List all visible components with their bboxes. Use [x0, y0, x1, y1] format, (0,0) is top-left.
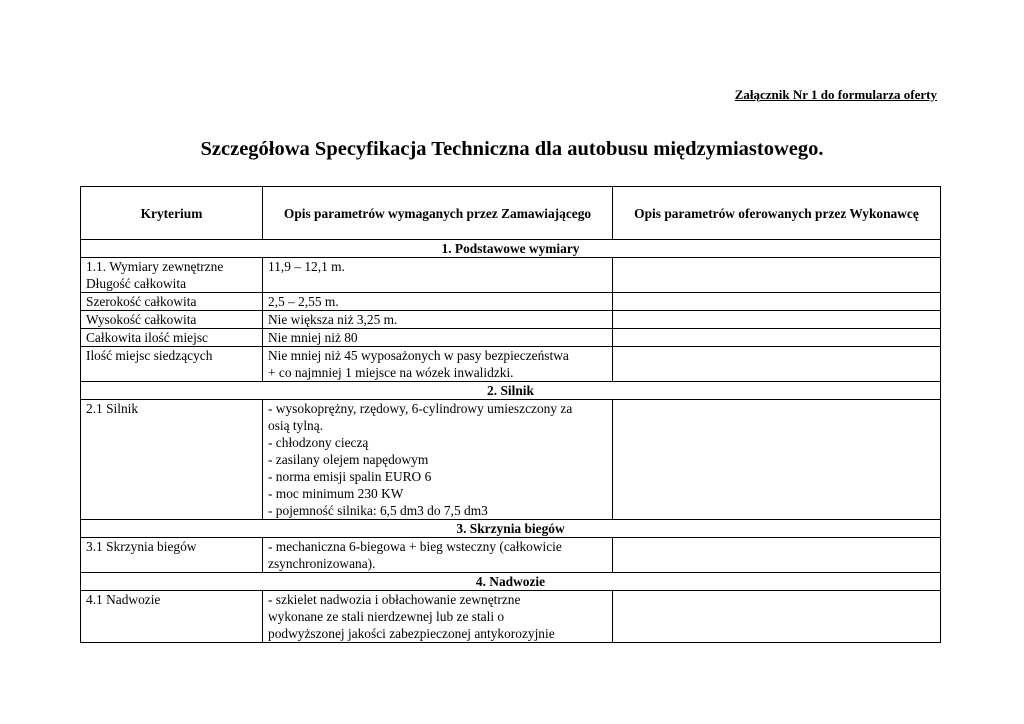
required-line: - zasilany olejem napędowym: [268, 452, 429, 467]
criterion-cell: [81, 311, 263, 329]
section-row: [81, 382, 941, 400]
required-cell: [263, 329, 613, 347]
offered-cell[interactable]: [613, 347, 941, 382]
criterion-cell: [81, 258, 263, 293]
required-cell: [263, 538, 613, 573]
required-line: podwyższonej jakości zabezpieczonej antykorozyjnie: [268, 626, 555, 641]
criterion-line: 2.1 Silnik: [86, 401, 139, 416]
table-header-row: [81, 187, 941, 240]
required-line: - mechaniczna 6-biegowa + bieg wsteczny (całkowicie: [268, 539, 562, 554]
criterion-line: Ilość miejsc siedzących: [86, 348, 213, 363]
required-line: + co najmniej 1 miejsce na wózek inwalidzki.: [268, 365, 514, 380]
required-line: 2,5 – 2,55 m.: [268, 294, 339, 309]
table-row: [81, 591, 941, 643]
offered-cell[interactable]: [613, 293, 941, 311]
required-line: - moc minimum 230 KW: [268, 486, 404, 501]
table-row: [81, 538, 941, 573]
table-row: [81, 400, 941, 520]
required-cell: [263, 311, 613, 329]
required-line: Nie mniej niż 80: [268, 330, 358, 345]
required-cell: [263, 591, 613, 643]
table-row: [81, 329, 941, 347]
section-title: 1. Podstawowe wymiary: [81, 240, 941, 258]
offered-cell[interactable]: [613, 258, 941, 293]
offered-cell[interactable]: [613, 538, 941, 573]
required-line: osią tylną.: [268, 418, 324, 433]
table-row: [81, 258, 941, 293]
criterion-line: Szerokość całkowita: [86, 294, 197, 309]
table-row: [81, 347, 941, 382]
required-line: zsynchronizowana).: [268, 556, 376, 571]
offered-cell[interactable]: [613, 329, 941, 347]
section-title: 2. Silnik: [81, 382, 941, 400]
criterion-cell: [81, 347, 263, 382]
criterion-line: 1.1. Wymiary zewnętrzne: [86, 259, 224, 274]
offered-cell[interactable]: [613, 400, 941, 520]
criterion-cell: [81, 591, 263, 643]
section-row: [81, 240, 941, 258]
section-title: 3. Skrzynia biegów: [81, 520, 941, 538]
required-cell: [263, 347, 613, 382]
required-line: - chłodzony cieczą: [268, 435, 369, 450]
required-line: Nie mniej niż 45 wyposażonych w pasy bezpieczeństwa: [268, 348, 569, 363]
criterion-cell: [81, 293, 263, 311]
required-line: 11,9 – 12,1 m.: [268, 259, 345, 274]
required-cell: [263, 400, 613, 520]
table-row: [81, 293, 941, 311]
table-body: [81, 240, 941, 643]
criterion-cell: [81, 538, 263, 573]
criterion-cell: [81, 329, 263, 347]
required-line: - norma emisji spalin EURO 6: [268, 469, 432, 484]
criterion-line: 4.1 Nadwozie: [86, 592, 161, 607]
offered-cell[interactable]: [613, 591, 941, 643]
annex-label: Załącznik Nr 1 do formularza oferty: [734, 87, 937, 102]
criterion-cell: [81, 400, 263, 520]
required-line: - szkielet nadwozia i obłachowanie zewnętrzne: [268, 592, 521, 607]
section-title: 4. Nadwozie: [81, 573, 941, 591]
header-criterion: Kryterium: [81, 187, 263, 240]
criterion-line: Wysokość całkowita: [86, 312, 197, 327]
required-line: Nie większa niż 3,25 m.: [268, 312, 398, 327]
required-line: - wysokoprężny, rzędowy, 6-cylindrowy umieszczony za: [268, 401, 573, 416]
table-row: [81, 311, 941, 329]
header-offered: Opis parametrów oferowanych przez Wykonawcę: [613, 187, 941, 240]
required-cell: [263, 258, 613, 293]
specification-table: [80, 186, 941, 643]
offered-cell[interactable]: [613, 311, 941, 329]
section-row: [81, 520, 941, 538]
required-line: wykonane ze stali nierdzewnej lub ze stali o: [268, 609, 505, 624]
required-cell: [263, 293, 613, 311]
required-line: - pojemność silnika: 6,5 dm3 do 7,5 dm3: [268, 503, 488, 518]
criterion-line: Długość całkowita: [86, 276, 187, 291]
criterion-line: Całkowita ilość miejsc: [86, 330, 208, 345]
document-title: Szczegółowa Specyfikacja Techniczna dla autobusu międzymiastowego.: [200, 138, 824, 160]
section-row: [81, 573, 941, 591]
header-required: Opis parametrów wymaganych przez Zamawiającego: [263, 187, 613, 240]
criterion-line: 3.1 Skrzynia biegów: [86, 539, 197, 554]
